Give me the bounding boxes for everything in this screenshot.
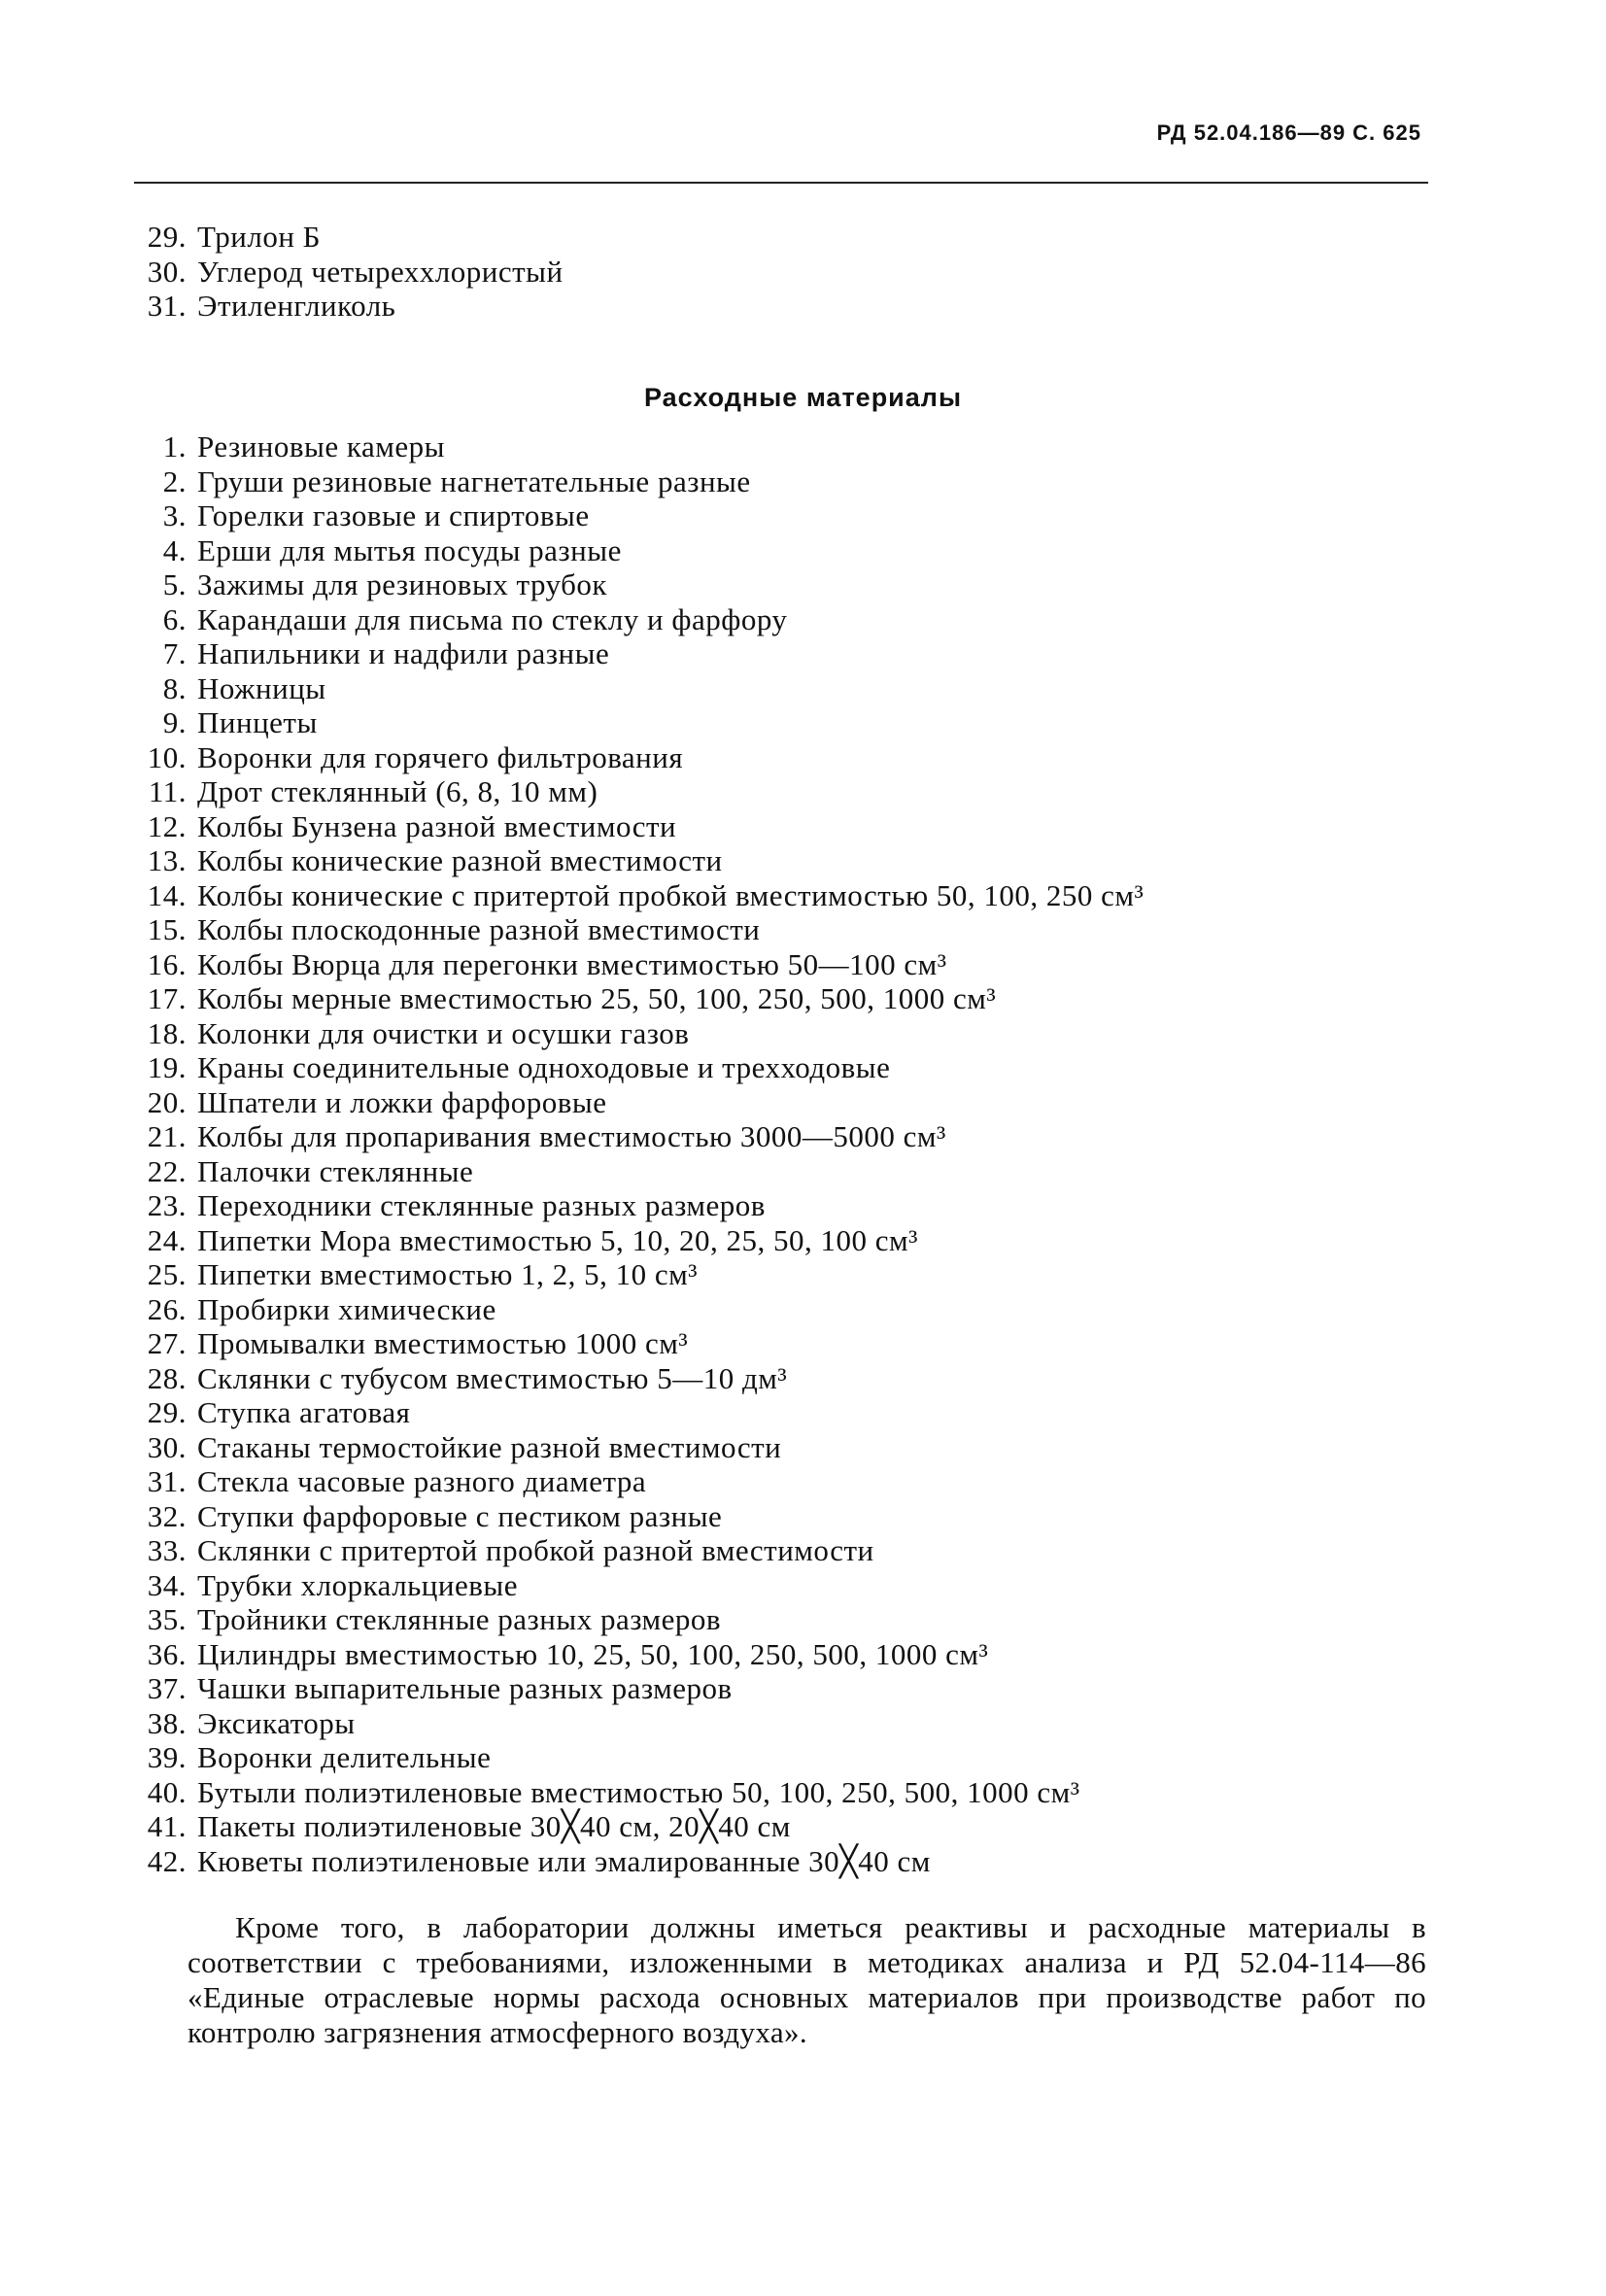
list-item: [107, 464, 1144, 499]
list-item-number: 14.: [147, 877, 187, 912]
list-item: [107, 1809, 1144, 1844]
list-item: [107, 947, 1144, 982]
list-item-text: Колбы Бунзена разной вместимости: [197, 808, 677, 843]
list-item-text: Стекла часовые разного диаметра: [197, 1464, 647, 1498]
list-item-text: Склянки с притертой пробкой разной вместимости: [197, 1533, 874, 1567]
list-item: [107, 1257, 1144, 1292]
list-item: [107, 809, 1144, 844]
list-item-text: Пипетки вместимостью 1, 2, 5, 10 см³: [197, 1257, 699, 1291]
list-item-number: 17.: [147, 981, 187, 1015]
list-item-number: 30.: [147, 1429, 187, 1464]
list-item-text: Колбы конические с притертой пробкой вместимостью 50, 100, 250 см³: [197, 877, 1145, 912]
list-item: [107, 1775, 1144, 1810]
list-item-text: Ступки фарфоровые с пестиком разные: [197, 1498, 723, 1533]
list-item-text: Трилон Б: [197, 220, 321, 254]
list-item-text: Ступка агатовая: [197, 1395, 411, 1429]
list-item: [107, 533, 1144, 568]
list-item: [107, 255, 564, 290]
list-item-text: Горелки газовые и спиртовые: [197, 498, 590, 532]
list-item-text: Стаканы термостойкие разной вместимости: [197, 1429, 782, 1464]
list-item-text: Переходники стеклянные разных размеров: [197, 1188, 766, 1222]
list-item-number: 19.: [147, 1050, 187, 1084]
list-item-number: 31.: [147, 1464, 187, 1498]
list-item-text: Бутыли полиэтиленовые вместимостью 50, 100, 250, 500, 1000 см³: [197, 1774, 1080, 1809]
list-item-text: Кюветы полиэтиленовые или эмалированные 30╳40 см: [197, 1843, 931, 1878]
list-item-number: 2.: [162, 463, 187, 498]
list-item-number: 8.: [162, 670, 187, 705]
list-item-number: 34.: [147, 1567, 187, 1602]
list-item-number: 39.: [147, 1740, 187, 1774]
list-item-text: Пакеты полиэтиленовые 30╳40 см, 20╳40 см: [197, 1809, 791, 1843]
list-item-text: Резиновые камеры: [197, 429, 445, 463]
list-item-text: Пробирки химические: [197, 1291, 496, 1326]
list-item-number: 29.: [147, 1395, 187, 1429]
list-item: [107, 1292, 1144, 1327]
list-item: [107, 1326, 1144, 1361]
list-item-text: Краны соединительные одноходовые и трехходовые: [197, 1050, 891, 1084]
list-item-number: 32.: [147, 1498, 187, 1533]
list-item: [107, 1671, 1144, 1706]
list-item-text: Этиленгликоль: [197, 289, 396, 323]
list-item: [107, 429, 1144, 464]
list-item-text: Ерши для мытья посуды разные: [197, 532, 622, 567]
list-item: [107, 567, 1144, 602]
list-item-number: 9.: [162, 705, 187, 739]
list-item: [107, 636, 1144, 671]
list-item: [107, 912, 1144, 947]
list-item: [107, 705, 1144, 740]
list-item-text: Колбы мерные вместимостью 25, 50, 100, 250, 500, 1000 см³: [197, 981, 997, 1015]
list-item-number: 25.: [147, 1257, 187, 1291]
list-item-text: Чашки выпарительные разных размеров: [197, 1671, 733, 1705]
list-item-text: Цилиндры вместимостью 10, 25, 50, 100, 250, 500, 1000 см³: [197, 1636, 989, 1671]
list-item-number: 27.: [147, 1326, 187, 1360]
list-item-number: 3.: [162, 498, 187, 532]
list-item: [107, 774, 1144, 809]
list-item-text: Колонки для очистки и осушки газов: [197, 1015, 690, 1050]
list-item: [107, 1464, 1144, 1499]
list-item: [107, 1533, 1144, 1568]
list-item-number: 7.: [162, 636, 187, 670]
list-item-number: 22.: [147, 1153, 187, 1188]
list-item-text: Эксикаторы: [197, 1705, 356, 1740]
list-item-number: 33.: [147, 1533, 187, 1567]
list-item-text: Колбы Вюрца для перегонки вместимостью 50—100 см³: [197, 946, 947, 981]
materials-list: [107, 429, 1144, 1878]
list-item-number: 16.: [147, 946, 187, 981]
list-item-number: 6.: [162, 601, 187, 636]
list-item-text: Трубки хлоркальциевые: [197, 1567, 518, 1602]
list-item: [107, 1844, 1144, 1879]
list-item: [107, 1016, 1144, 1051]
list-item: [107, 1602, 1144, 1637]
list-item-number: 28.: [147, 1360, 187, 1395]
list-item: [107, 602, 1144, 637]
list-item: [107, 740, 1144, 775]
list-item: [107, 843, 1144, 878]
list-item-text: Колбы плоскодонные разной вместимости: [197, 912, 761, 946]
list-item-number: 41.: [147, 1809, 187, 1843]
list-item-text: Воронки для горячего фильтрования: [197, 739, 684, 774]
list-item-number: 42.: [147, 1843, 187, 1878]
list-item-number: 30.: [147, 254, 187, 289]
section-title: Расходные материалы: [643, 383, 963, 412]
list-item-text: Груши резиновые нагнетательные разные: [197, 463, 751, 498]
list-item-number: 37.: [147, 1671, 187, 1705]
list-item: [107, 1637, 1144, 1672]
header-rule: [134, 182, 1428, 184]
list-item-text: Шпатели и ложки фарфоровые: [197, 1084, 607, 1119]
list-item-text: Ножницы: [197, 670, 326, 705]
list-item-text: Зажимы для резиновых трубок: [197, 567, 607, 601]
list-item-text: Колбы для пропаривания вместимостью 3000—5000 см³: [197, 1119, 946, 1153]
list-item: [107, 1568, 1144, 1603]
list-item-text: Склянки с тубусом вместимостью 5—10 дм³: [197, 1360, 788, 1395]
list-item-number: 11.: [148, 774, 187, 808]
list-item-text: Напильники и надфили разные: [197, 636, 610, 670]
list-item: [107, 1740, 1144, 1775]
page-header-reference: РД 52.04.186—89 С. 625: [1156, 120, 1421, 145]
list-item-number: 18.: [147, 1015, 187, 1050]
list-item-number: 31.: [147, 289, 187, 323]
list-item-number: 20.: [147, 1084, 187, 1119]
closing-paragraph: Кроме того, в лаборатории должны иметься реактивы и расходные материалы в соответствии с требованиями, изложенными в методиках анализа и РД 52.04-114—86 «Единые отраслевые нормы расхода основных материалов при производстве работ по контролю загрязнения атмосферного воздуха».: [188, 1910, 1426, 2049]
list-item-number: 24.: [147, 1222, 187, 1257]
list-item: [107, 1430, 1144, 1465]
list-item: [107, 498, 1144, 533]
reagents-list-continued: [107, 220, 564, 324]
list-item: [107, 1154, 1144, 1189]
list-item-text: Воронки делительные: [197, 1740, 492, 1774]
list-item-number: 21.: [147, 1119, 187, 1153]
list-item-number: 36.: [147, 1636, 187, 1671]
list-item-number: 38.: [147, 1705, 187, 1740]
list-item-text: Колбы конические разной вместимости: [197, 843, 723, 877]
list-item: [107, 1706, 1144, 1741]
list-item: [107, 1119, 1144, 1154]
list-item-number: 13.: [147, 843, 187, 877]
list-item: [107, 1395, 1144, 1430]
list-item: [107, 1361, 1144, 1396]
list-item-text: Дрот стеклянный (6, 8, 10 мм): [197, 774, 598, 808]
list-item-number: 29.: [147, 220, 187, 254]
list-item-text: Пинцеты: [197, 705, 318, 739]
list-item: [107, 878, 1144, 913]
list-item-text: Промывалки вместимостью 1000 см³: [197, 1326, 689, 1360]
list-item-number: 4.: [162, 532, 187, 567]
list-item: [107, 671, 1144, 706]
list-item: [107, 1499, 1144, 1534]
list-item: [107, 1085, 1144, 1120]
list-item-number: 26.: [147, 1291, 187, 1326]
list-item: [107, 1223, 1144, 1258]
list-item-number: 40.: [147, 1774, 187, 1809]
list-item: [107, 289, 564, 324]
list-item-number: 15.: [147, 912, 187, 946]
list-item-number: 35.: [147, 1602, 187, 1636]
list-item-text: Тройники стеклянные разных размеров: [197, 1602, 722, 1636]
list-item-number: 1.: [162, 429, 187, 463]
list-item-number: 5.: [162, 567, 187, 601]
list-item-number: 10.: [147, 739, 187, 774]
list-item-number: 23.: [147, 1188, 187, 1222]
list-item: [107, 981, 1144, 1016]
list-item-text: Углерод четыреххлористый: [197, 254, 564, 289]
list-item: [107, 220, 564, 255]
list-item-number: 12.: [147, 808, 187, 843]
list-item: [107, 1188, 1144, 1223]
list-item-text: Палочки стеклянные: [197, 1153, 474, 1188]
list-item-text: Карандаши для письма по стеклу и фарфору: [197, 601, 788, 636]
list-item-text: Пипетки Мора вместимостью 5, 10, 20, 25, 50, 100 см³: [197, 1222, 918, 1257]
list-item: [107, 1050, 1144, 1085]
